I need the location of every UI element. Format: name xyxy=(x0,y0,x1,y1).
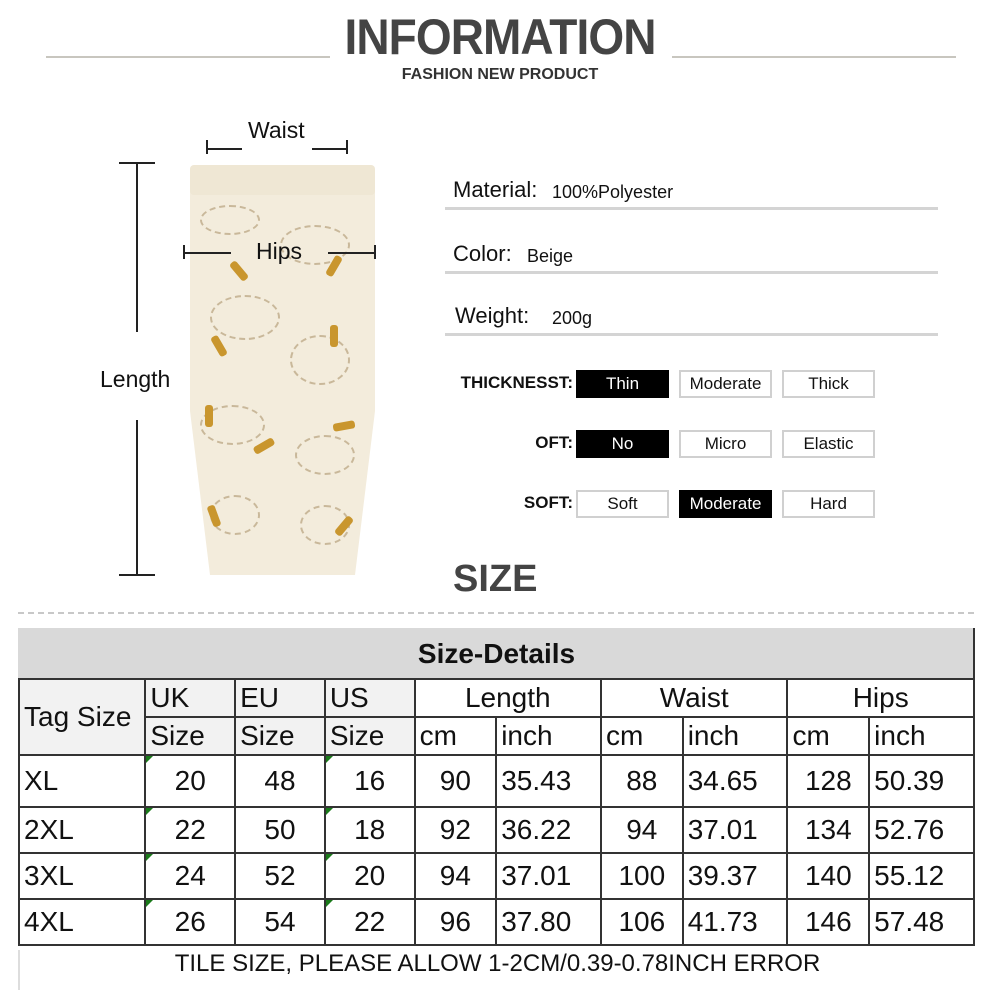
thickness-option-thick[interactable]: Thick xyxy=(782,370,875,398)
size-heading: SIZE xyxy=(453,558,538,600)
table-title-row xyxy=(19,629,974,679)
page-subtitle: FASHION NEW PRODUCT xyxy=(401,66,599,83)
thickness-option-thin[interactable]: Thin xyxy=(576,370,669,398)
table-title: Size-Details xyxy=(19,629,974,679)
cell-hips-cm: 146 xyxy=(787,899,869,945)
softness-label: SOFT: xyxy=(523,493,573,512)
cell-hips-cm: 128 xyxy=(787,755,869,807)
weight-key: Weight: xyxy=(455,303,530,328)
cell-hips-inch: 55.12 xyxy=(869,853,974,899)
cell-uk: 26 xyxy=(145,899,235,945)
cell-length-inch: 35.43 xyxy=(496,755,601,807)
header-eu: EU xyxy=(235,679,325,717)
header-hips-inch: inch xyxy=(869,717,974,755)
material-field xyxy=(445,176,938,210)
cell-length-inch: 36.22 xyxy=(496,807,601,853)
chain-pattern xyxy=(295,435,355,475)
table-header-row-2 xyxy=(19,717,974,755)
table-row xyxy=(19,899,974,945)
stretch-row xyxy=(430,430,890,458)
cell-hips-inch: 52.76 xyxy=(869,807,974,853)
softness-option-hard[interactable]: Hard xyxy=(782,490,875,518)
cell-tag: 3XL xyxy=(19,853,145,899)
length-line-top xyxy=(136,162,138,332)
stretch-option-elastic[interactable]: Elastic xyxy=(782,430,875,458)
color-value: Beige xyxy=(527,246,574,266)
cell-waist-cm: 100 xyxy=(601,853,683,899)
hips-tick-right xyxy=(374,245,376,259)
cell-length-inch: 37.01 xyxy=(496,853,601,899)
header-uk: UK xyxy=(145,679,235,717)
softness-option-moderate[interactable]: Moderate xyxy=(679,490,772,518)
header-waist-inch: inch xyxy=(683,717,788,755)
cell-us: 20 xyxy=(325,853,415,899)
cell-length-inch: 37.80 xyxy=(496,899,601,945)
chain-pattern xyxy=(200,205,260,235)
thickness-row xyxy=(430,370,890,398)
cell-tag: XL xyxy=(19,755,145,807)
cell-waist-inch: 34.65 xyxy=(683,755,788,807)
waist-tick-right xyxy=(346,140,348,154)
header-waist-cm: cm xyxy=(601,717,683,755)
cell-eu: 50 xyxy=(235,807,325,853)
table-row xyxy=(19,755,974,807)
cell-tag: 2XL xyxy=(19,807,145,853)
cell-waist-inch: 37.01 xyxy=(683,807,788,853)
size-table xyxy=(18,628,975,946)
cell-eu: 54 xyxy=(235,899,325,945)
cell-length-cm: 96 xyxy=(415,899,497,945)
length-tick-bottom xyxy=(119,574,155,576)
cell-length-cm: 94 xyxy=(415,853,497,899)
cell-length-cm: 92 xyxy=(415,807,497,853)
stretch-option-micro[interactable]: Micro xyxy=(679,430,772,458)
cell-uk: 20 xyxy=(145,755,235,807)
key-print xyxy=(330,325,338,347)
hips-label: Hips xyxy=(256,238,303,264)
stretch-option-no[interactable]: No xyxy=(576,430,669,458)
stretch-label: OFT: xyxy=(535,433,573,452)
header-hips: Hips xyxy=(787,679,974,717)
cell-hips-inch: 57.48 xyxy=(869,899,974,945)
table-header-row-1 xyxy=(19,679,974,717)
length-line-bottom xyxy=(136,420,138,575)
cell-waist-cm: 94 xyxy=(601,807,683,853)
table-row xyxy=(19,807,974,853)
key-print xyxy=(205,405,213,427)
waist-line-left xyxy=(206,148,242,150)
cell-hips-cm: 134 xyxy=(787,807,869,853)
product-measurement-diagram xyxy=(80,110,400,590)
header-us-size: Size xyxy=(325,717,415,755)
cell-length-cm: 90 xyxy=(415,755,497,807)
header-waist: Waist xyxy=(601,679,787,717)
weight-field xyxy=(445,302,938,336)
material-value: 100%Polyester xyxy=(552,182,674,202)
hips-line-right xyxy=(328,252,376,254)
cell-waist-cm: 88 xyxy=(601,755,683,807)
header-eu-size: Size xyxy=(235,717,325,755)
dashed-divider xyxy=(18,612,974,614)
page-title: INFORMATION xyxy=(344,9,656,65)
color-field xyxy=(445,240,938,274)
waist-tick-left xyxy=(206,140,208,154)
cell-us: 18 xyxy=(325,807,415,853)
cell-hips-inch: 50.39 xyxy=(869,755,974,807)
cell-uk: 22 xyxy=(145,807,235,853)
cell-eu: 52 xyxy=(235,853,325,899)
cell-waist-inch: 39.37 xyxy=(683,853,788,899)
hips-line-left xyxy=(183,252,231,254)
cell-eu: 48 xyxy=(235,755,325,807)
cell-tag: 4XL xyxy=(19,899,145,945)
waist-label: Waist xyxy=(248,117,305,143)
cell-us: 16 xyxy=(325,755,415,807)
cell-uk: 24 xyxy=(145,853,235,899)
header-uk-size: Size xyxy=(145,717,235,755)
waist-line-right xyxy=(312,148,348,150)
chain-pattern xyxy=(290,335,350,385)
chain-pattern xyxy=(210,295,280,340)
cell-us: 22 xyxy=(325,899,415,945)
header-length-cm: cm xyxy=(415,717,497,755)
thickness-option-moderate[interactable]: Moderate xyxy=(679,370,772,398)
cell-waist-cm: 106 xyxy=(601,899,683,945)
header-hips-cm: cm xyxy=(787,717,869,755)
header-length: Length xyxy=(415,679,601,717)
product-image-pants xyxy=(190,165,375,575)
header-tag-size: Tag Size xyxy=(19,679,145,755)
material-key: Material: xyxy=(453,177,538,202)
thickness-label: THICKNESST: xyxy=(460,373,573,392)
softness-row xyxy=(430,490,890,518)
softness-option-soft[interactable]: Soft xyxy=(576,490,669,518)
header-length-inch: inch xyxy=(496,717,601,755)
color-key: Color: xyxy=(453,241,512,266)
cell-hips-cm: 140 xyxy=(787,853,869,899)
weight-value: 200g xyxy=(552,308,593,328)
size-tolerance-note: TILE SIZE, PLEASE ALLOW 1-2CM/0.39-0.78INCH ERROR xyxy=(18,950,975,990)
length-label: Length xyxy=(100,366,171,392)
cell-waist-inch: 41.73 xyxy=(683,899,788,945)
table-row xyxy=(19,853,974,899)
header-us: US xyxy=(325,679,415,717)
pants-waistband xyxy=(190,165,375,195)
